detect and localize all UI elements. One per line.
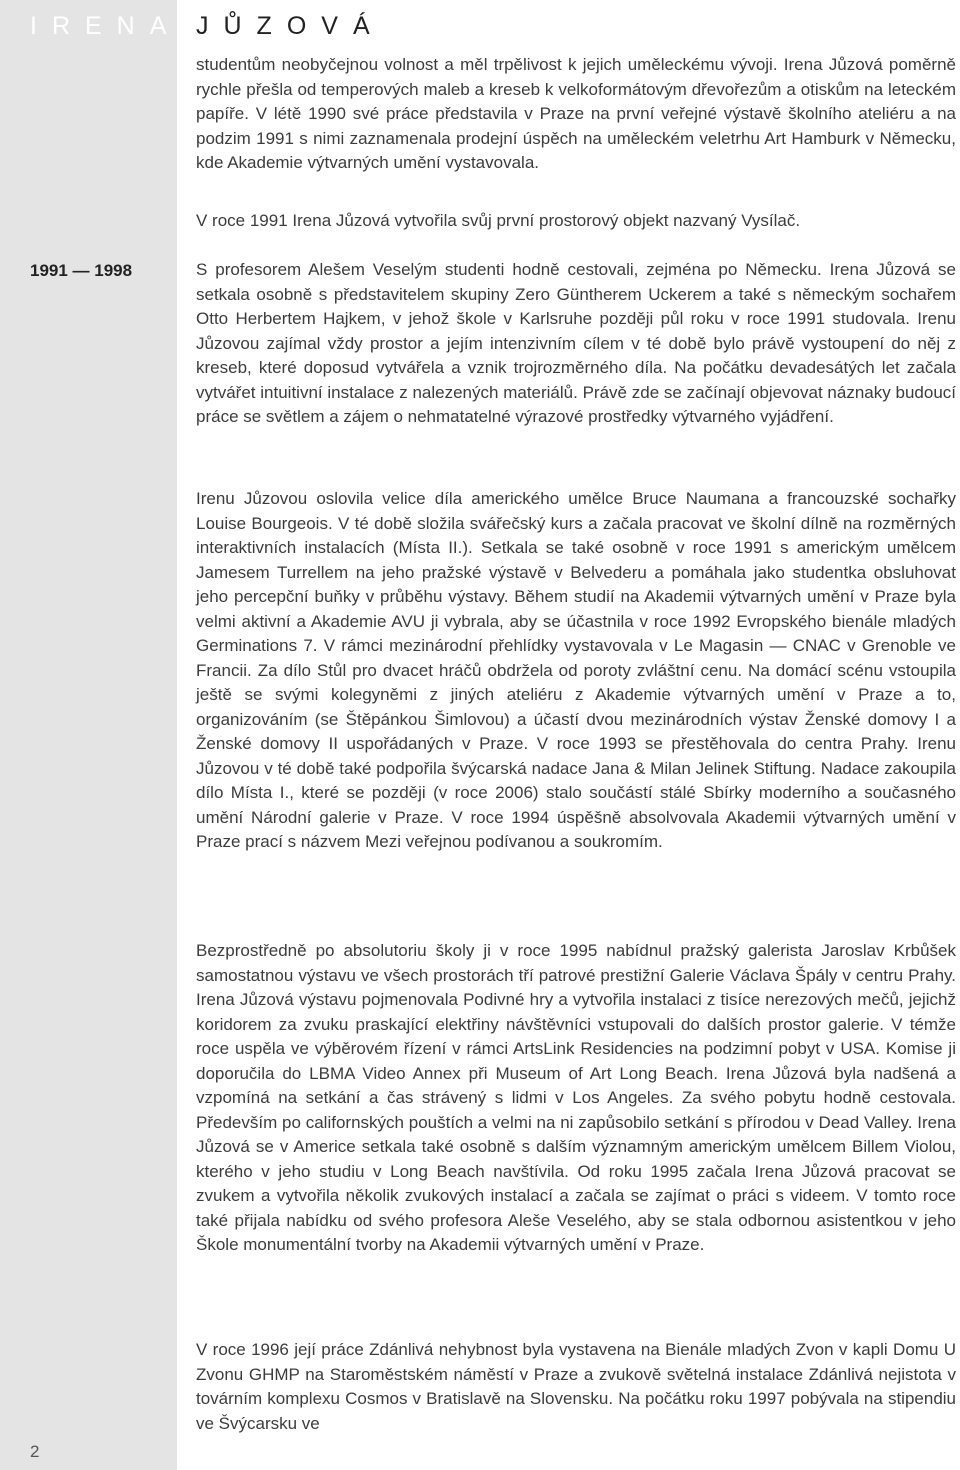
paragraph-4 bbox=[196, 487, 956, 855]
paragraph-text: studentům neobyčejnou volnost a měl trpělivost k jejich uměleckému vývoji. Irena Jůzová poměrně rychle přešla od temperových maleb a kreseb k velkoformátovým dřevořezům a otiskům na leteckém papíře. V létě 1990 své práce představila v Praze na první veřejné výstavě školního ateliéru a na podzim 1991 s nimi zaznamenala prodejní úspěch na uměleckém veletrhu Art Hamburk v Německu, kde Akademie výtvarných umění vystavovala. bbox=[196, 55, 956, 172]
paragraph-text: V roce 1996 její práce Zdánlivá nehybnost byla vystavena na Bienále mladých Zvon v kapli Domu U Zvonu GHMP na Staroměstském náměstí v Praze a zvukově světelná instalace Zdánlivá nejistota v továrním komplexu Cosmos v Bratislavě na Slovensku. Na počátku roku 1997 pobývala na stipendiu ve Švýcarsku ve bbox=[196, 1340, 956, 1433]
paragraph-3 bbox=[196, 258, 956, 430]
header-first-name: IRENA bbox=[30, 12, 182, 40]
page-number: 2 bbox=[30, 1442, 40, 1461]
paragraph-2 bbox=[196, 209, 956, 234]
paragraph-text: Bezprostředně po absolutoriu školy ji v roce 1995 nabídnul pražský galerista Jaroslav Krbůšek samostatnou výstavu ve všech prostorách tří patrové prestižní Galerie Václava Špály v centru Prahy. Irena Jůzová výstavu pojmenovala Podivné hry a vytvořila instalaci z tisíce nerezových mečů, jejichž koridorem za zvuku praskající elektřiny návštěvníci vstupovali do dalších prostor galerie. V témže roce uspěla ve výběrovém řízení v rámci ArtsLink Residencies na podzimní pobyt v USA. Komise ji doporučila do LBMA Video Annex při Museum of Art Long Beach. Irena Jůzová byla nadšená a vzpomíná na setkání a čas strávený s lidmi v Los Angeles. Za svého pobytu hodně cestovala. Především po californských pouštích a velmi na ni zapůsobilo setkání s přírodou v Dead Valley. Irena Jůzová se v Americe setkala také osobně s dalším významným americkým umělcem Billem Violou, kterého v jeho studiu v Long Beach navštívila. Od roku 1995 začala Irena Jůzová pracovat se zvukem a vytvořila několik zvukových instalací a začala se zajímat o práci s videem. V tomto roce také přijala nabídku od svého profesora Aleše Veselého, aby se stala odbornou asistentkou v jeho Škole monumentální tvorby na Akademii výtvarných umění v Praze. bbox=[196, 941, 956, 1254]
sidebar bbox=[0, 0, 177, 1470]
paragraph-6 bbox=[196, 1338, 956, 1436]
header-last-name: JŮZOVÁ bbox=[196, 12, 385, 40]
paragraph-text: Irenu Jůzovou oslovila velice díla amerického umělce Bruce Naumana a francouzské sochařky Louise Bourgeois. V té době složila svářečský kurs a začala pracovat ve školní dílně na rozměrných interaktivních instalacích (Místa II.). Setkala se také osobně v roce 1991 s americkým umělcem Jamesem Turrellem na jeho pražské výstavě v Belvederu a pomáhala jako studentka obsluhovat jeho percepční buňky v průběhu výstavy. Během studií na Akademii výtvarných umění v Praze byla velmi aktivní a Akademie AVU ji vybrala, aby se účastnila v roce 1992 Evropského bienále mladých Germinations 7. V rámci mezinárodní přehlídky vystavovala v Le Magasin — CNAC v Grenoble ve Francii. Za dílo Stůl pro dvacet hráčů obdržela od poroty zvláštní cenu. Na domácí scénu vstoupila ještě se svými kolegyněmi z jiných ateliéru z Akademie výtvarných umění v Praze a to, organizováním (se Štěpánkou Šimlovou) a účastí dvou mezinárodních výstav Ženské domovy I a Ženské domovy II uspořádaných v Praze. V roce 1993 se přestěhovala do centra Prahy. Irenu Jůzovou v té době také podpořila švýcarská nadace Jana & Milan Jelinek Stiftung. Nadace zakoupila dílo Místa I., které se později (v roce 2006) stalo součástí stálé Sbírky moderního a současného umění Národní galerie v Praze. V roce 1994 úspěšně absolvovala Akademii výtvarných umění v Praze prací s názvem Mezi veřejnou podívanou a soukromím. bbox=[196, 489, 956, 851]
year-range-label: 1991 — 1998 bbox=[30, 261, 133, 280]
paragraph-text: S profesorem Alešem Veselým studenti hodně cestovali, zejména po Německu. Irena Jůzová se setkala osobně s představitelem skupiny Zero Güntherem Uckerem a také s německým sochařem Otto Herbertem Hajkem, v jehož škole v Karlsruhe později půl roku v roce 1991 studovala. Irenu Jůzovou zajímal vždy prostor a jejím intenzivním cílem v té době bylo právě vystoupení do něj z kreseb, které doposud vytvářela a vznik trojrozměrného díla. Na počátku devadesátých let začala vytvářet intuitivní instalace z nalezených materiálů. Právě zde se začínají objevovat náznaky budoucí práce se světlem a zájem o nehmatatelné výrazové prostředky výtvarného vyjádření. bbox=[196, 260, 956, 426]
paragraph-5 bbox=[196, 939, 956, 1258]
paragraph-1 bbox=[196, 53, 956, 176]
paragraph-text: V roce 1991 Irena Jůzová vytvořila svůj první prostorový objekt nazvaný Vysílač. bbox=[196, 211, 801, 230]
